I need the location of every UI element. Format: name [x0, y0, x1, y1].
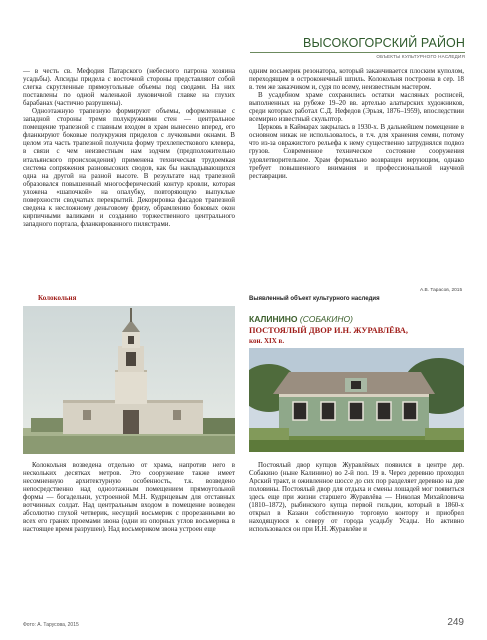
paragraph: Одноэтажную трапезную формируют объемы, оформленные с западной стороны тремя полукружиями стен — центральное помещение трапезной с главным входом в храм вынесено вперед, его фланкируют боковые полукружия приделов с лучковыми окнами. В целом эта часть трапезной получила форму трехлепесткового клевера, в связи с чем неизвестным нам зодчим (предположительно итальянского происхождения) применена техническая трудоемкая система сопряжения разновысоких сводов, как бы накладывающихся одна на другой на разной высоте. В результате над трапезной образовался повышенный многосферический контур кровли, которая уложена «шапочкой» на опалубку, повторяющую выпуклые поверхности сводчатых перекрытий. Декорировка фасадов трапезной сведена к несложному деньговому фризу, обрамлению боковых окон кирпичными валиками и созданию торжественного центрального западного портала, фланкированного пилястрами.	[23, 108, 235, 228]
photo-credit: Фото: А. Тарусова, 2015	[23, 622, 79, 628]
paragraph: одним восьмерик резонатора, который заканчивается плоским куполом, переходящим в остроконечный шпиль. Колокольня построена в сер. 18 в. тем же заказчиком и, судя по всему, неизвестным мастером.	[249, 68, 464, 92]
paragraph: Колокольня возведена отдельно от храма, напротив него в нескольких десятках метров. Это сооружение также имеет несомненную архитектурную особенность, т.к. возведено непосредственно над одноэтажным помещением прямоугольной формы — богадельни, устроенной М.Н. Кудрнцевым для отставных вотчинных солдат. Над центральным входом в помещение возведен абсолютно глухой четверик, несущий восьмерик с прорезанными во всех его гранях проемами звона (одни из опорных углов восьмерика в настоящее время разрушен). Над восьмериком звона устроен еще	[23, 462, 235, 534]
page-number: 249	[447, 617, 464, 628]
paragraph: Постоялый двор купцов Журавлёвых появился в центре дер. Собакино (ныне Калинино) во 2-й пол. 19 в. Через деревню проходил Арский тракт, и оживленное шоссе до сих пор разделяет деревню на две половины. Постоялый двор для отдыха и смены лошадей мог появиться здесь еще при жизни старшего Журавлёва — Николая Михайловича (1810–1872), рыбинского купца первой гильдии, который в 1860-х открыл в Казани собственную торговую контору и приобрел находящуюся к северу от города усадьбу Усады. Но активно использовался он при И.Н. Журавлёве и	[249, 462, 464, 534]
section-subtitle: ОБЪЕКТЫ КУЛЬТУРНОГО НАСЛЕДИЯ	[376, 54, 465, 59]
object-date: кон. XIX в.	[249, 337, 285, 345]
location-alt-name: (СОБАКИНО)	[299, 314, 353, 324]
left-column-top	[23, 68, 235, 229]
photo-caption: Колокольня	[38, 294, 77, 302]
object-title: ПОСТОЯЛЫЙ ДВОР И.Н. ЖУРАВЛЁВА,	[249, 326, 408, 335]
section-title: ВЫСОКОГОРСКИЙ РАЙОН	[303, 36, 465, 50]
paragraph: Церковь в Каймарах закрылась в 1930-х. В дальнейшем помещение в основном никак не использовалось, в т.ч. для хранения семян, потому что из-за овражистого рельефа к нему существенно затруднялся подвоз грузов. Современное техническое состояние сооружения удовлетворительное. Храм формально возвращен верующим, однако требует повышенного внимания и профессиональной научной реставрации.	[249, 124, 464, 180]
object-location	[249, 314, 353, 324]
right-column-bottom	[249, 462, 464, 534]
author-credit: А.В. Тарасов, 2015	[420, 288, 463, 293]
left-column-bottom	[23, 462, 235, 534]
paragraph: В усадебном храме сохранились остатки масляных росписей, выполненных на рубеже 19–20 вв. артелью алатырских художников, среди которых работал С.Д. Нефедов (Эрьзя, 1876–1959), впоследствии всемирно известный скульптор.	[249, 92, 464, 124]
bell-tower-photo	[23, 306, 235, 454]
heritage-status: Выявленный объект культурного наследия	[249, 296, 380, 302]
inn-photo	[249, 348, 464, 452]
right-column-top	[249, 68, 464, 181]
paragraph: — в честь св. Мефодия Патарского (небесного патрона хозяина усадьбы). Апсиды придела с восточной стороны представляют собой слегка скругленные прямоугольные объемы под сводами. На них поставлены по одной маленькой луковичной главке на глухих барабанах (частично разрушены).	[23, 68, 235, 108]
location-name: КАЛИНИНО	[249, 314, 298, 324]
header-divider	[250, 52, 465, 53]
